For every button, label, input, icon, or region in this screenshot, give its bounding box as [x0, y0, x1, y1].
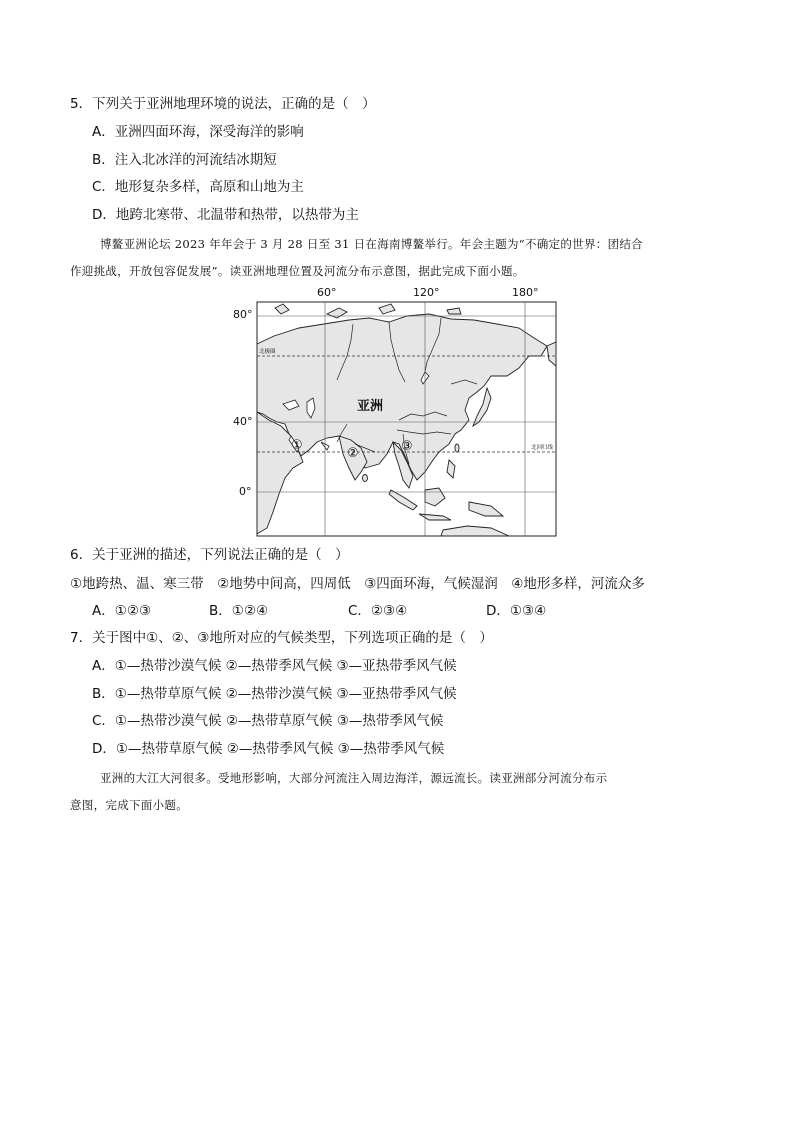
q6-option-a: A．①②③: [92, 603, 152, 619]
lat-label-80: 80°: [233, 308, 253, 321]
intro2-line1: 亚洲的大江大河很多。受地形影响，大部分河流注入周边海洋，源远流长。读亚洲部分河流分布示: [100, 771, 608, 785]
lat-label-0: 0°: [239, 485, 252, 498]
q6-stem: 6．关于亚洲的描述，下列说法正确的是（ ）: [70, 547, 349, 563]
lon-label-60: 60°: [317, 286, 337, 299]
q6-option-c: C．②③④: [348, 603, 408, 619]
q6-option-d: D．①③④: [486, 603, 547, 619]
intro1-line1: 博鳌亚洲论坛 2023 年年会于 3 月 28 日至 31 日在海南博鳌举行。年会主题为“不确定的世界：团结合: [100, 237, 643, 251]
q5-option-a: A．亚洲四面环海，深受海洋的影响: [92, 124, 304, 140]
q5-option-d: D．地跨北寒带、北温带和热带，以热带为主: [92, 207, 359, 223]
q7-option-c: C．①—热带沙漠气候 ②—热带草原气候 ③—热带季风气候: [92, 713, 444, 729]
tropic-label: 北回归线: [531, 445, 554, 451]
q6-statements: ①地跨热、温、寒三带 ②地势中间高，四周低 ③四面环海，气候湿润 ④地形多样，河流众多: [70, 576, 645, 592]
q5-stem: 5．下列关于亚洲地理环境的说法，正确的是（ ）: [70, 96, 376, 112]
sri-lanka-island: [363, 475, 368, 482]
q6-option-b: B．①②④: [209, 603, 269, 619]
q7-option-a: A．①—热带沙漠气候 ②—热带季风气候 ③—亚热带季风气候: [92, 658, 457, 674]
lat-label-40: 40°: [233, 415, 253, 428]
q5-option-c: C．地形复杂多样，高原和山地为主: [92, 179, 304, 195]
lon-label-120: 120°: [413, 286, 440, 299]
marker-3: ③: [401, 439, 413, 454]
intro2-line2: 意图，完成下面小题。: [70, 798, 188, 812]
lon-label-180: 180°: [512, 286, 539, 299]
arctic-circle-label: 北极圈: [259, 349, 276, 355]
intro1-line2: 作迎挑战，开放包容促发展”。读亚洲地理位置及河流分布示意图，据此完成下面小题。: [70, 264, 525, 278]
marker-1: ①: [291, 438, 303, 453]
taiwan-island: [455, 444, 459, 452]
q7-option-b: B．①—热带草原气候 ②—热带沙漠气候 ③—亚热带季风气候: [92, 686, 457, 702]
continent-label: 亚洲: [357, 399, 384, 414]
q7-stem: 7．关于图中①、②、③地所对应的气候类型，下列选项正确的是（ ）: [70, 630, 493, 646]
q7-option-d: D．①—热带草原气候 ②—热带季风气候 ③—热带季风气候: [92, 741, 445, 757]
q5-option-b: B．注入北冰洋的河流结冰期短: [92, 152, 277, 168]
asia-map: [229, 284, 558, 538]
marker-2: ②: [347, 446, 359, 461]
